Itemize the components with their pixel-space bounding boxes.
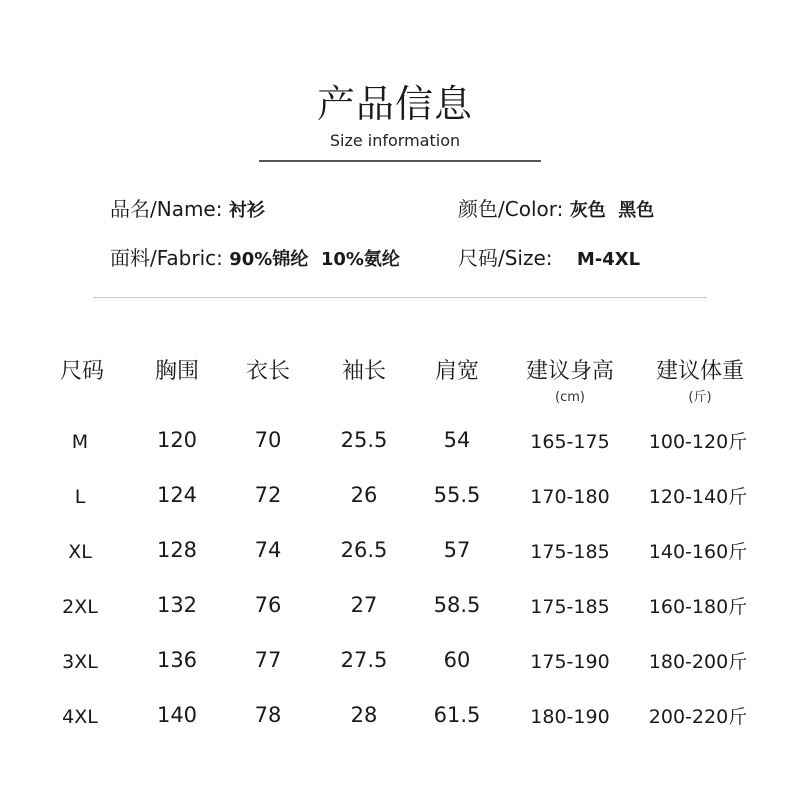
- table-cell: 180-200斤: [648, 651, 748, 673]
- table-cell: 128: [156, 538, 198, 562]
- col-header-chest: 胸围: [154, 359, 199, 384]
- table-cell: 74: [254, 538, 282, 562]
- col-header-height: 建议身高: [525, 359, 614, 384]
- table-cell: 26: [350, 483, 378, 507]
- table-cell: 175-185: [530, 596, 610, 618]
- col-header-length: 衣长: [245, 359, 290, 384]
- table-cell: 72: [254, 483, 282, 507]
- unit-height: (cm): [555, 390, 585, 405]
- table-cell: 55.5: [433, 483, 481, 507]
- table-cell: 54: [443, 428, 471, 452]
- info-divider: [93, 297, 707, 298]
- info-color: [458, 197, 654, 223]
- info-name: [110, 197, 265, 223]
- page-subtitle: Size information: [329, 131, 461, 150]
- color-label: 颜色/Color:: [458, 197, 564, 221]
- color-value: 灰色 黑色: [569, 200, 655, 221]
- table-cell: 124: [156, 483, 198, 507]
- table-cell: 60: [443, 648, 471, 672]
- col-header-sleeve: 袖长: [341, 359, 386, 384]
- table-cell: 140-160斤: [648, 541, 748, 563]
- col-header-shoulder: 肩宽: [434, 359, 479, 384]
- table-cell: 2XL: [62, 596, 98, 618]
- info-fabric: [110, 246, 400, 272]
- col-header-size: 尺码: [59, 359, 104, 384]
- size-label: 尺码/Size:: [458, 246, 553, 270]
- table-cell: 200-220斤: [648, 706, 748, 728]
- table-cell: 70: [254, 428, 282, 452]
- fabric-value: 90%锦纶 10%氨纶: [229, 249, 400, 270]
- fabric-label: 面料/Fabric:: [110, 246, 223, 270]
- table-cell: 170-180: [530, 486, 610, 508]
- table-cell: 76: [254, 593, 282, 617]
- table-cell: 100-120斤: [648, 431, 748, 453]
- table-cell: 27.5: [340, 648, 388, 672]
- table-cell: 28: [350, 703, 378, 727]
- table-cell: 77: [254, 648, 282, 672]
- table-cell: 3XL: [62, 651, 98, 673]
- table-cell: 4XL: [62, 706, 98, 728]
- table-cell: 160-180斤: [648, 596, 748, 618]
- table-cell: 120: [156, 428, 198, 452]
- table-cell: 26.5: [340, 538, 388, 562]
- table-cell: 132: [156, 593, 198, 617]
- title-divider: [259, 160, 541, 162]
- table-cell: 175-185: [530, 541, 610, 563]
- unit-weight: (斤): [688, 390, 712, 405]
- table-cell: 27: [350, 593, 378, 617]
- page-title: 产品信息: [316, 82, 473, 126]
- table-cell: L: [74, 486, 86, 508]
- table-cell: XL: [68, 541, 92, 563]
- table-cell: 78: [254, 703, 282, 727]
- table-cell: 120-140斤: [648, 486, 748, 508]
- table-cell: M: [71, 431, 89, 453]
- table-cell: 165-175: [530, 431, 610, 453]
- table-cell: 175-190: [530, 651, 610, 673]
- table-cell: 140: [156, 703, 198, 727]
- size-value: M-4XL: [576, 249, 641, 270]
- info-size: [458, 246, 640, 272]
- col-header-weight: 建议体重: [655, 359, 744, 384]
- table-cell: 57: [443, 538, 471, 562]
- table-cell: 58.5: [433, 593, 481, 617]
- table-cell: 25.5: [340, 428, 388, 452]
- table-cell: 136: [156, 648, 198, 672]
- table-cell: 180-190: [530, 706, 610, 728]
- name-value: 衬衫: [228, 200, 265, 221]
- table-cell: 61.5: [433, 703, 481, 727]
- name-label: 品名/Name:: [110, 197, 223, 221]
